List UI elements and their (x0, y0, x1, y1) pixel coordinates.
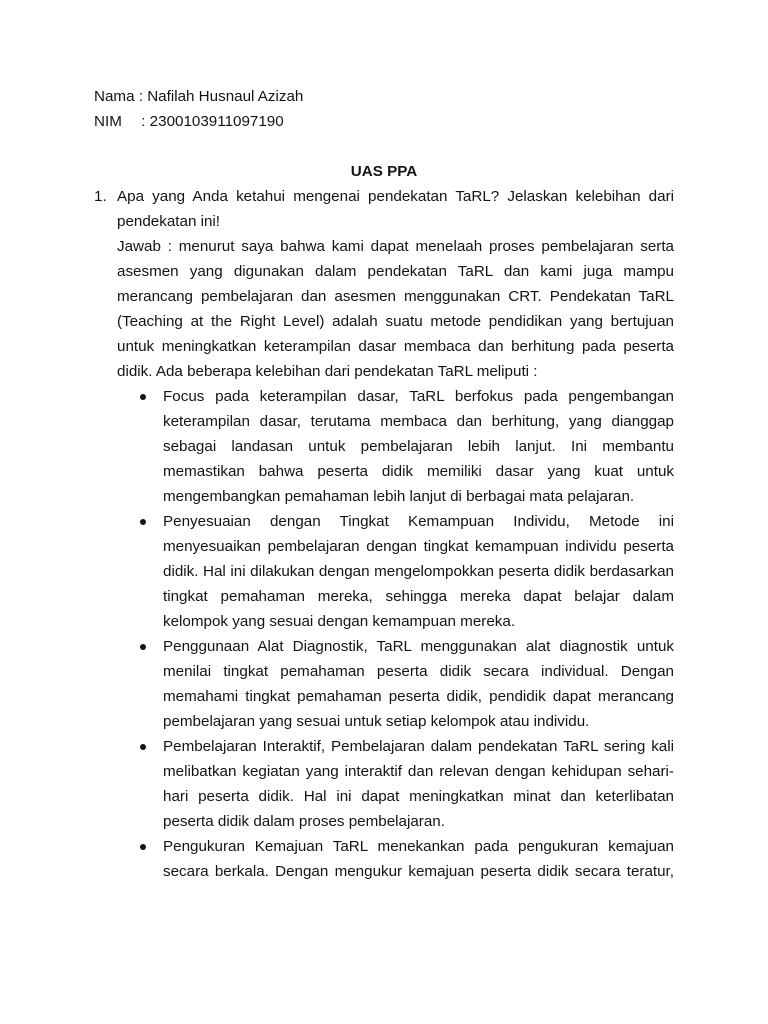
bullet-marker (140, 519, 146, 525)
bullet-marker (140, 844, 146, 850)
name-label: Nama (94, 88, 135, 105)
bullet-marker (140, 644, 146, 650)
bullet-4-line-3: hari peserta didik. Hal ini dapat meningkatkan minat dan keterlibatan (163, 788, 674, 805)
bullet-1-line-2: keterampilan dasar, terutama membaca dan berhitung, yang dianggap (163, 413, 674, 430)
answer-line-6: didik. Ada beberapa kelebihan dari pendekatan TaRL meliputi : (117, 363, 538, 380)
bullet-3-line-4: pembelajaran yang sesuai untuk setiap kelompok atau individu. (163, 713, 590, 730)
nim-label: NIM (94, 113, 122, 130)
bullet-4-line-1: Pembelajaran Interaktif, Pembelajaran dalam pendekatan TaRL sering kali (163, 738, 674, 755)
bullet-5-line-2: secara berkala. Dengan mengukur kemajuan peserta didik secara teratur, (163, 863, 674, 880)
bullet-5-line-1: Pengukuran Kemajuan TaRL menekankan pada pengukuran kemajuan (163, 838, 674, 855)
document-title: UAS PPA (350, 163, 418, 180)
bullet-4-line-4: peserta didik dalam proses pembelajaran. (163, 813, 445, 830)
bullet-marker (140, 394, 146, 400)
answer-line-4: (Teaching at the Right Level) adalah suatu metode pendidikan yang bertujuan (117, 313, 674, 330)
bullet-1-line-1: Focus pada keterampilan dasar, TaRL berfokus pada pengembangan (163, 388, 674, 405)
bullet-3-line-2: menilai tingkat pemahaman peserta didik secara individual. Dengan (163, 663, 674, 680)
question-line-2: pendekatan ini! (117, 213, 221, 230)
answer-line-2: asesmen yang digunakan dalam pendekatan TaRL dan kami juga mampu (117, 263, 674, 280)
student-name (94, 87, 303, 107)
student-nim (94, 112, 284, 132)
answer-line-5: untuk meningkatkan keterampilan dasar membaca dan berhitung pada peserta (117, 338, 674, 355)
bullet-2-line-5: kelompok yang sesuai dengan kemampuan mereka. (163, 613, 516, 630)
bullet-4-line-2: melibatkan kegiatan yang interaktif dan relevan dengan kehidupan sehari- (163, 763, 674, 780)
bullet-1-line-3: sebagai landasan untuk pembelajaran lebih lanjut. Ini membantu (163, 438, 674, 455)
bullet-2-line-4: tingkat pemahaman mereka, sehingga mereka dapat belajar dalam (163, 588, 674, 605)
bullet-2-line-1: Penyesuaian dengan Tingkat Kemampuan Individu, Metode ini (163, 513, 674, 530)
bullet-2-line-2: menyesuaikan pembelajaran dengan tingkat kemampuan individu peserta (163, 538, 674, 555)
bullet-2-line-3: didik. Hal ini dilakukan dengan mengelompokkan peserta didik berdasarkan (163, 563, 674, 580)
answer-line-3: merancang pembelajaran dan asesmen menggunakan CRT. Pendekatan TaRL (117, 288, 674, 305)
question-line-1: Apa yang Anda ketahui mengenai pendekatan TaRL? Jelaskan kelebihan dari (117, 188, 674, 205)
nim-value: 2300103911097190 (149, 113, 284, 130)
name-value: Nafilah Husnaul Azizah (147, 88, 304, 105)
bullet-1-line-5: mengembangkan pemahaman lebih lanjut di berbagai mata pelajaran. (163, 488, 635, 505)
bullet-marker (140, 744, 146, 750)
bullet-3-line-3: memahami tingkat pemahaman peserta didik, pendidik dapat merancang (163, 688, 674, 705)
name-separator: : (134, 88, 148, 105)
answer-line-1: Jawab : menurut saya bahwa kami dapat menelaah proses pembelajaran serta (117, 238, 674, 255)
bullet-3-line-1: Penggunaan Alat Diagnostik, TaRL menggunakan alat diagnostik untuk (163, 638, 674, 655)
bullet-1-line-4: memastikan bahwa peserta didik memiliki dasar yang kuat untuk (163, 463, 674, 480)
question-number: 1. (94, 188, 107, 205)
nim-separator: : (137, 113, 150, 130)
